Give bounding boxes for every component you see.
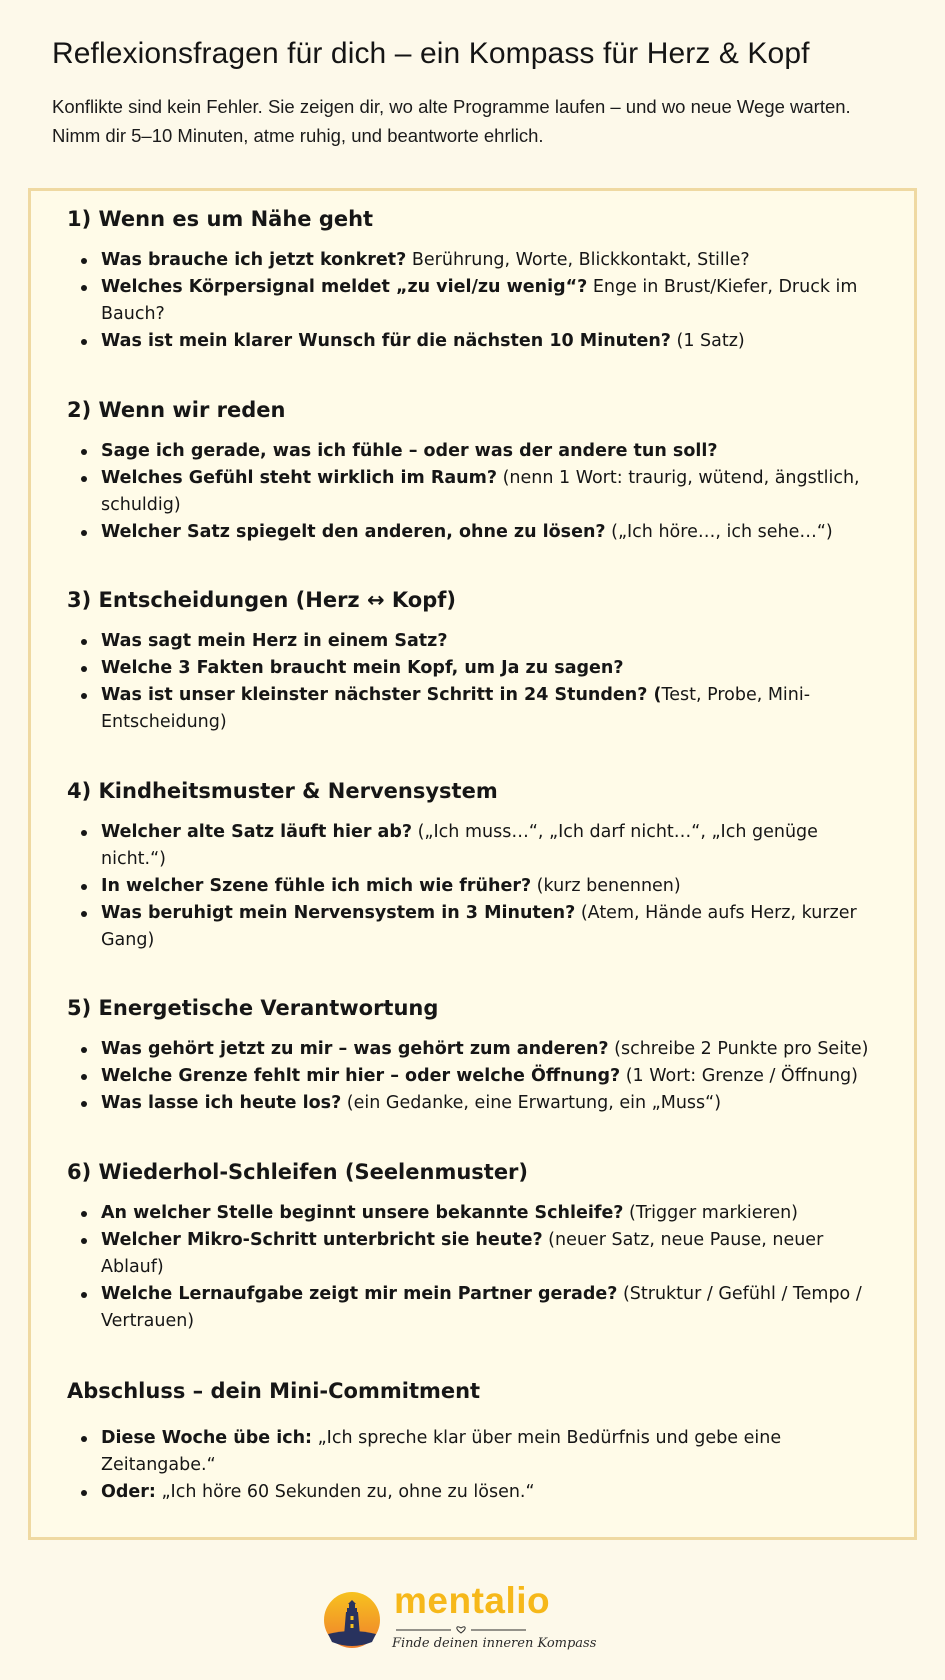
question-list — [67, 247, 887, 355]
section-abschluss — [67, 1377, 887, 1506]
list-item: Was brauche ich jetzt konkret? Berührung, Worte, Blickkontakt, Stille? — [67, 247, 887, 274]
section-verantwortung — [67, 994, 887, 1117]
list-item: Welche Lernaufgabe zeigt mir mein Partner gerade? (Struktur / Gefühl / Tempo / Vertrauen) — [67, 1281, 887, 1335]
logo-wordmark: mentalio — [394, 1580, 551, 1621]
question-list — [67, 819, 887, 954]
commitment-list — [67, 1425, 887, 1506]
section-title: Abschluss – dein Mini-Commitment — [67, 1379, 481, 1403]
mentalio-logo — [322, 1580, 597, 1658]
list-item: Welches Gefühl steht wirklich im Raum? (nenn 1 Wort: traurig, wütend, ängstlich, schuldig) — [67, 465, 887, 519]
list-item: Was beruhigt mein Nervensystem in 3 Minuten? (Atem, Hände aufs Herz, kurzer Gang) — [67, 900, 887, 954]
section-title: 3) Entscheidungen (Herz ↔ Kopf) — [67, 588, 456, 612]
question-list — [67, 628, 887, 736]
question-list — [67, 1036, 887, 1117]
section-title: 5) Energetische Verantwortung — [67, 996, 439, 1020]
logo-tagline: Finde deinen inneren Kompass — [392, 1636, 597, 1651]
section-naehe — [67, 205, 887, 355]
list-item: Oder: „Ich höre 60 Sekunden zu, ohne zu lösen.“ — [67, 1479, 887, 1506]
list-item: Was lasse ich heute los? (ein Gedanke, eine Erwartung, ein „Muss“) — [67, 1090, 887, 1117]
questions-card — [28, 188, 917, 1540]
list-item: Welches Körpersignal meldet „zu viel/zu wenig“? Enge in Brust/Kiefer, Druck im Bauch? — [67, 274, 887, 328]
list-item: Welche 3 Fakten braucht mein Kopf, um Ja zu sagen? — [67, 655, 887, 682]
heart-divider-icon — [396, 1624, 526, 1636]
section-kindheitsmuster — [67, 777, 887, 954]
list-item: An welcher Stelle beginnt unsere bekannte Schleife? (Trigger markieren) — [67, 1200, 887, 1227]
list-item: Was ist mein klarer Wunsch für die nächsten 10 Minuten? (1 Satz) — [67, 328, 887, 355]
section-schleifen — [67, 1158, 887, 1335]
list-item: Diese Woche übe ich: „Ich spreche klar über mein Bedürfnis und gebe eine Zeitangabe.“ — [67, 1425, 887, 1479]
list-item: Sage ich gerade, was ich fühle – oder was der andere tun soll? — [67, 438, 887, 465]
section-title: 6) Wiederhol-Schleifen (Seelenmuster) — [67, 1160, 529, 1184]
question-list — [67, 1200, 887, 1335]
list-item: Welche Grenze fehlt mir hier – oder welche Öffnung? (1 Wort: Grenze / Öffnung) — [67, 1063, 887, 1090]
list-item: In welcher Szene fühle ich mich wie früher? (kurz benennen) — [67, 873, 887, 900]
list-item: Welcher Satz spiegelt den anderen, ohne zu lösen? („Ich höre…, ich sehe…“) — [67, 519, 887, 546]
section-entscheidungen — [67, 586, 887, 736]
section-title: 1) Wenn es um Nähe geht — [67, 207, 374, 231]
page-title: Reflexionsfragen für dich – ein Kompass für Herz & Kopf — [52, 37, 810, 70]
lighthouse-icon — [322, 1590, 382, 1650]
intro-text: Konflikte sind kein Fehler. Sie zeigen dir, wo alte Programme laufen – und wo neue Wege warten. Nimm dir 5–10 Minuten, atme ruhig, und beantworte ehrlich. — [52, 96, 851, 146]
list-item: Was ist unser kleinster nächster Schritt in 24 Stunden? (Test, Probe, Mini-Entscheidung) — [67, 682, 887, 736]
list-item: Welcher alte Satz läuft hier ab? („Ich muss…“, „Ich darf nicht…“, „Ich genüge nicht.“) — [67, 819, 887, 873]
list-item: Welcher Mikro-Schritt unterbricht sie heute? (neuer Satz, neue Pause, neuer Ablauf) — [67, 1227, 887, 1281]
list-item: Was gehört jetzt zu mir – was gehört zum anderen? (schreibe 2 Punkte pro Seite) — [67, 1036, 887, 1063]
list-item: Was sagt mein Herz in einem Satz? — [67, 628, 887, 655]
section-reden — [67, 396, 887, 546]
section-title: 2) Wenn wir reden — [67, 398, 286, 422]
question-list — [67, 438, 887, 546]
section-title: 4) Kindheitsmuster & Nervensystem — [67, 779, 498, 803]
